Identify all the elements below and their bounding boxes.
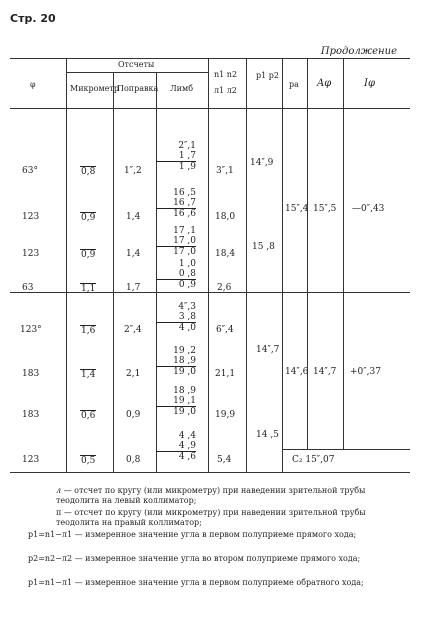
header-l: л1 л2 (214, 86, 237, 95)
header-pa: pа (289, 80, 299, 89)
micrometer-cell: 0,6 (81, 411, 96, 421)
header-phi: φ (30, 80, 36, 89)
limb-value: 3 ,8 (156, 312, 196, 323)
phi-cell: 63 (22, 283, 34, 293)
header-readings: Отсчеты (118, 60, 155, 69)
limb-cell (156, 346, 196, 377)
limb-value: 4″,3 (178, 302, 196, 312)
col-rule (343, 58, 344, 449)
correction-cell: 0,8 (126, 455, 141, 465)
limb-value: 4 ,4 (178, 431, 196, 441)
limb-value: 4 ,0 (178, 323, 196, 333)
I-value: —0″,43 (352, 204, 385, 214)
note-text: — измеренное значение угла в первом полуприеме прямого хода; (74, 530, 357, 539)
note-text: — измеренное значение угла в первом полуприеме обратного хода; (74, 578, 364, 587)
limb-cell (156, 302, 196, 333)
A-value: 14″,7 (313, 367, 337, 377)
col-rule (208, 58, 209, 472)
avg-cell: 18,0 (215, 212, 236, 222)
note-item (56, 486, 396, 506)
limb-value: 18 ,9 (156, 356, 196, 367)
phi-cell: 183 (22, 410, 40, 420)
correction-cell: 1,7 (126, 283, 141, 293)
c2-rule (282, 449, 410, 450)
limb-value: 19 ,1 (156, 396, 196, 407)
col-rule (113, 72, 114, 472)
I-value: +0″,37 (350, 367, 381, 377)
avg-cell: 21,1 (215, 369, 236, 379)
note-item (28, 578, 396, 588)
avg-cell: 2,6 (217, 283, 232, 293)
limb-value: 2″,1 (178, 141, 196, 151)
pa-value: 15″,4 (285, 204, 309, 214)
readings-rule (66, 72, 208, 73)
note-symbol: p2=n2−л2 (28, 554, 73, 563)
avg-cell: 3″,1 (216, 166, 234, 176)
note-text: — отсчет по кругу (или микрометру) при наведении зрительной трубы теодолита на левый коллиматор; (56, 486, 366, 505)
header-n: n1 n2 (214, 70, 238, 79)
micrometer-cell: 0,5 (81, 456, 96, 466)
note-text: — отсчет по кругу (или микрометру) при наведении зрительной трубы теодолита на правый коллиматор; (56, 508, 366, 527)
micrometer-cell: 0,9 (81, 213, 96, 223)
avg-cell: 5,4 (217, 455, 232, 465)
note-symbol: p1=n1−л1 (28, 530, 73, 539)
limb-cell (156, 386, 196, 417)
phi-cell: 183 (22, 369, 40, 379)
note-item (56, 508, 396, 528)
limb-cell (156, 226, 196, 257)
limb-value: 16 ,5 (173, 188, 196, 198)
limb-value: 19 ,2 (173, 346, 196, 356)
limb-cell (156, 188, 196, 219)
correction-cell: 0,9 (126, 410, 141, 420)
limb-cell (156, 141, 196, 172)
pa-value: 14″,6 (285, 367, 309, 377)
col-rule (282, 58, 283, 472)
limb-value: 4 ,9 (156, 441, 196, 452)
header-correction: Поправка (117, 84, 159, 93)
limb-cell (156, 431, 196, 462)
header-I: Iφ (364, 78, 375, 89)
note-text: — измеренное значение угла во втором полуприеме прямого хода; (74, 554, 361, 563)
micrometer-cell: 0,8 (81, 167, 96, 177)
phi-cell: 123 (22, 249, 40, 259)
header-micrometer: Микрометр (70, 84, 119, 93)
c2-value: C₂ 15″,07 (292, 455, 335, 465)
limb-value: 19 ,0 (173, 367, 196, 377)
header-limb: Лимб (170, 84, 194, 93)
note-item (28, 530, 396, 540)
micrometer-cell: 1,6 (81, 326, 96, 336)
micrometer-cell: 1,4 (81, 370, 96, 380)
phi-cell: 123° (20, 325, 42, 335)
table-bottom-rule (10, 472, 410, 473)
phi-cell: 123 (22, 212, 40, 222)
A-value: 15″,5 (313, 204, 337, 214)
micrometer-cell: 0,9 (81, 250, 96, 260)
limb-value: 16 ,7 (156, 198, 196, 209)
limb-value: 1 ,9 (178, 162, 196, 172)
header-A: Aφ (317, 78, 332, 89)
continued-label: Продолжение (320, 46, 397, 57)
avg-cell: 18,4 (215, 249, 236, 259)
limb-value: 1 ,0 (178, 259, 196, 269)
correction-cell: 2,1 (126, 369, 141, 379)
correction-cell: 2″,4 (124, 325, 142, 335)
limb-value: 17 ,0 (156, 236, 196, 247)
limb-value: 0 ,9 (178, 280, 196, 290)
avg-cell: 19,9 (215, 410, 236, 420)
limb-value: 17 ,0 (173, 247, 196, 257)
col-rule (66, 58, 67, 472)
header-p: p1 p2 (256, 71, 279, 80)
micrometer-cell: 1,1 (81, 284, 96, 294)
limb-value: 4 ,6 (178, 452, 196, 462)
note-symbol: л (56, 486, 62, 495)
page-number: Стр. 20 (10, 12, 56, 25)
correction-cell: 1,4 (126, 249, 141, 259)
p-value: 14 ,5 (256, 430, 279, 440)
group-divider (10, 292, 410, 293)
note-symbol: п (56, 508, 62, 517)
p-value: 14″,7 (256, 345, 280, 355)
table-top-rule (10, 58, 410, 59)
limb-value: 0 ,8 (156, 269, 196, 280)
limb-value: 17 ,1 (173, 226, 196, 236)
phi-cell: 123 (22, 455, 40, 465)
p-value: 14″,9 (250, 158, 274, 168)
limb-value: 16 ,6 (173, 209, 196, 219)
limb-cell (156, 259, 196, 290)
note-item (28, 554, 396, 564)
correction-cell: 1″,2 (124, 166, 142, 176)
avg-cell: 6″,4 (216, 325, 234, 335)
correction-cell: 1,4 (126, 212, 141, 222)
header-bottom-rule (10, 108, 410, 109)
phi-cell: 63° (22, 166, 38, 176)
col-rule (307, 58, 308, 449)
note-symbol: p1=n1−л1 (28, 578, 73, 587)
p-value: 15 ,8 (252, 242, 275, 252)
limb-value: 19 ,0 (173, 407, 196, 417)
limb-value: 1 ,7 (156, 151, 196, 162)
col-rule (246, 58, 247, 472)
limb-value: 18 ,9 (173, 386, 196, 396)
